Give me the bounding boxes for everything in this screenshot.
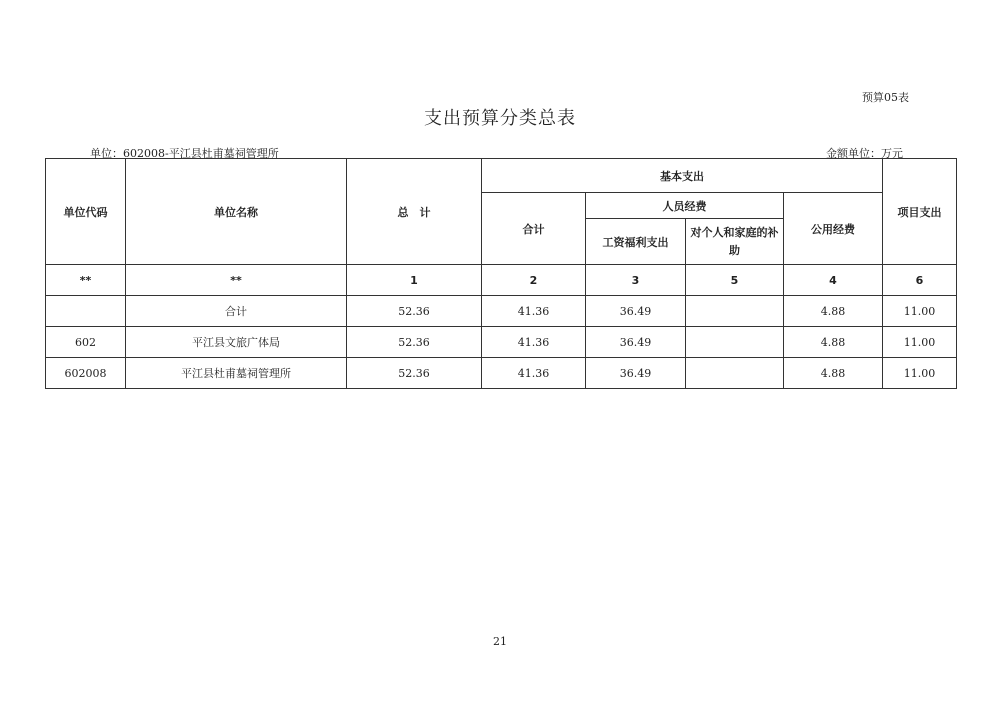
header-subtotal: 合计 [482,193,586,265]
table-row [46,296,957,327]
cell-unit-name: 平江县文旅广体局 [126,327,347,358]
cell-total: 52.36 [347,296,482,327]
sequence-cell: 5 [686,265,784,296]
sequence-cell: ** [46,265,126,296]
cell-public: 4.88 [784,296,883,327]
unit-label: 单位：602008-平江县杜甫墓祠管理所 [90,147,279,160]
amount-unit-label: 金额单位：万元 [826,147,903,160]
header-unit-name: 单位名称 [126,159,347,265]
cell-wages: 36.49 [586,358,686,389]
cell-unit-code: 602008 [46,358,126,389]
cell-project: 11.00 [883,358,957,389]
sequence-cell: 1 [347,265,482,296]
header-basic-expenditure: 基本支出 [482,159,883,193]
sequence-cell: 6 [883,265,957,296]
cell-subsidy [686,327,784,358]
cell-unit-name: 合计 [126,296,347,327]
cell-subtotal: 41.36 [482,358,586,389]
page-number: 21 [493,635,507,648]
cell-subsidy [686,296,784,327]
cell-subtotal: 41.36 [482,327,586,358]
header-project-expenditure: 项目支出 [883,159,957,265]
cell-subtotal: 41.36 [482,296,586,327]
sequence-row [46,265,957,296]
cell-wages: 36.49 [586,327,686,358]
table-row [46,358,957,389]
sequence-cell: 2 [482,265,586,296]
form-number: 预算05表 [862,91,909,104]
header-personnel: 人员经费 [586,193,784,219]
sequence-cell: 4 [784,265,883,296]
table-row [46,327,957,358]
cell-project: 11.00 [883,327,957,358]
header-total: 总 计 [347,159,482,265]
cell-public: 4.88 [784,327,883,358]
sequence-cell: ** [126,265,347,296]
sequence-cell: 3 [586,265,686,296]
cell-unit-code: 602 [46,327,126,358]
header-wages-welfare: 工资福利支出 [586,219,686,265]
header-unit-code: 单位代码 [46,159,126,265]
cell-unit-code [46,296,126,327]
page-title: 支出预算分类总表 [424,108,576,129]
cell-public: 4.88 [784,358,883,389]
cell-subsidy [686,358,784,389]
cell-total: 52.36 [347,327,482,358]
budget-table [45,158,957,389]
cell-wages: 36.49 [586,296,686,327]
header-individual-subsidy: 对个人和家庭的补助 [686,219,784,265]
cell-unit-name: 平江县杜甫墓祠管理所 [126,358,347,389]
cell-project: 11.00 [883,296,957,327]
cell-total: 52.36 [347,358,482,389]
header-public-expense: 公用经费 [784,193,883,265]
